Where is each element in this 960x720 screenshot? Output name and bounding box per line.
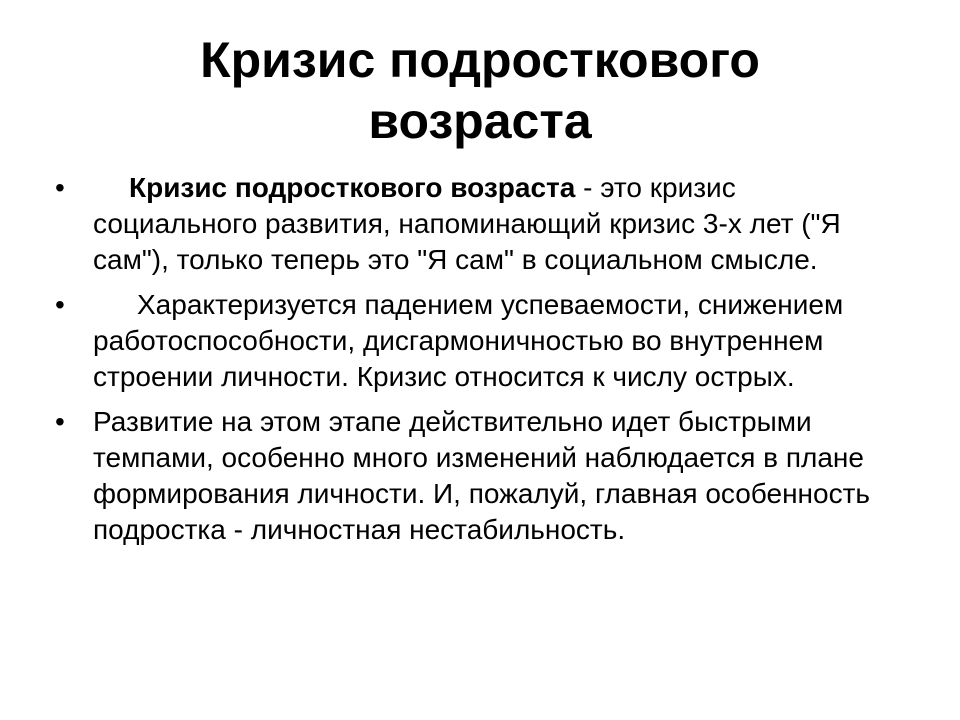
bullet-item-characteristics [55,287,905,395]
bullet-text: Развитие на этом этапе действительно идет быстрыми темпами, особенно много изменений наблюдается в плане формирования личности. И, пожалуй, главная особенность подростка - личностная нестабильность. [93,406,870,545]
bullet-marker: • [55,289,65,320]
bullet-marker: • [55,172,65,203]
slide-title [120,30,840,152]
bullet-list [55,170,905,557]
slide-title-line-1: Кризис подросткового [200,32,760,88]
bullet-item-definition [55,170,905,278]
bullet-text: Характеризуется падением успеваемости, снижением работоспособности, дисгармоничностью во внутреннем строении личности. Кризис относится к числу острых. [93,289,844,392]
bullet-item-development [55,404,905,548]
bullet-text: - это кризис социального развития, напоминающий кризис 3-х лет ("Я сам"), только теперь это "Я сам" в социальном смысле. [93,172,841,275]
bullet-term: Кризис подросткового возраста [129,172,576,203]
bullet-marker: • [55,406,65,437]
slide-title-line-2: возраста [368,93,592,149]
